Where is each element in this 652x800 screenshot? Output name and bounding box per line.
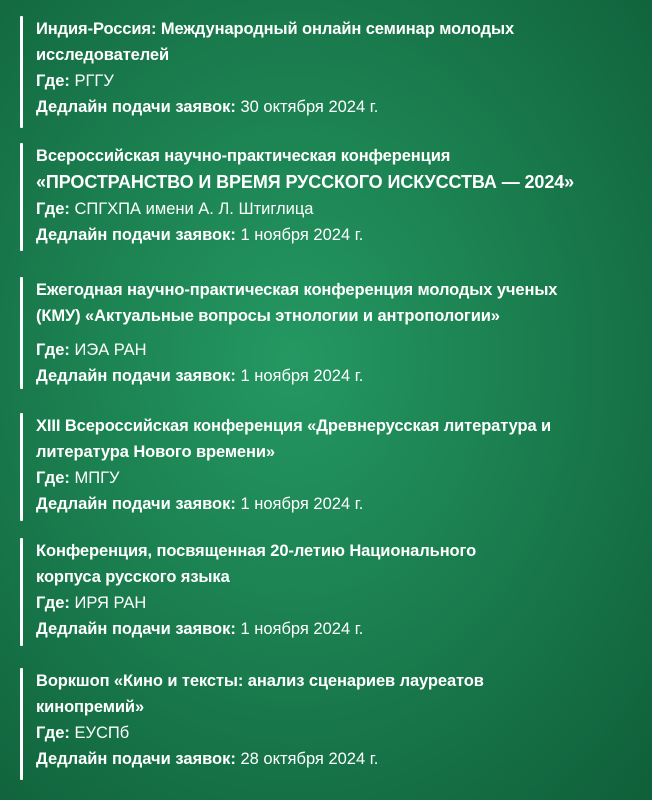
event-title-line: исследователей <box>36 46 170 64</box>
where-label: Где: <box>36 200 70 218</box>
event-deadline <box>36 363 640 389</box>
accent-bar <box>20 16 23 128</box>
where-value: МПГУ <box>74 469 120 487</box>
event-title-line: Всероссийская научно-практическая конференция <box>36 147 451 165</box>
event-title-line: Воркшоп «Кино и тексты: анализ сценариев лауреатов <box>36 672 484 690</box>
event-title-line: XIII Всероссийская конференция «Древнерусская литература и <box>36 417 552 435</box>
deadline-value: 1 ноября 2024 г. <box>240 367 364 385</box>
event-content <box>36 668 640 772</box>
deadline-label: Дедлайн подачи заявок: <box>36 750 236 768</box>
event-title-line: «ПРОСТРАНСТВО И ВРЕМЯ РУССКОГО ИСКУССТВА — 2024» <box>36 172 575 192</box>
event-where <box>36 68 640 94</box>
event-title-line: Ежегодная научно-практическая конференция молодых ученых <box>36 281 558 299</box>
event-title <box>36 143 640 196</box>
event-item <box>20 668 640 780</box>
event-content <box>36 277 640 389</box>
accent-bar <box>20 277 23 389</box>
deadline-value: 1 ноября 2024 г. <box>240 495 364 513</box>
accent-bar <box>20 413 23 521</box>
event-item <box>20 538 640 646</box>
event-content <box>36 143 640 248</box>
deadline-value: 30 октября 2024 г. <box>240 98 379 116</box>
where-value: СПГХПА имени А. Л. Штиглица <box>74 200 314 218</box>
deadline-label: Дедлайн подачи заявок: <box>36 620 236 638</box>
deadline-value: 28 октября 2024 г. <box>240 750 379 768</box>
event-title <box>36 668 640 720</box>
event-deadline <box>36 222 640 248</box>
event-item <box>20 16 640 128</box>
event-where <box>36 590 640 616</box>
where-value: ИЭА РАН <box>74 341 147 359</box>
event-title-line: (КМУ) «Актуальные вопросы этнологии и антропологии» <box>36 307 500 325</box>
where-label: Где: <box>36 469 70 487</box>
event-item <box>20 143 640 251</box>
event-deadline <box>36 746 640 772</box>
event-where <box>36 196 640 222</box>
event-deadline <box>36 94 640 120</box>
event-content <box>36 538 640 642</box>
accent-bar <box>20 668 23 780</box>
deadline-value: 1 ноября 2024 г. <box>240 226 364 244</box>
event-title <box>36 413 640 465</box>
event-item <box>20 413 640 521</box>
event-item <box>20 277 640 389</box>
deadline-label: Дедлайн подачи заявок: <box>36 98 236 116</box>
event-title-line: Конференция, посвященная 20-летию Национального <box>36 542 477 560</box>
accent-bar <box>20 538 23 646</box>
event-deadline <box>36 616 640 642</box>
where-label: Где: <box>36 72 70 90</box>
event-where <box>36 337 640 363</box>
event-title-line: Индия-Россия: Международный онлайн семинар молодых <box>36 20 515 38</box>
event-content <box>36 16 640 120</box>
event-title <box>36 538 640 590</box>
event-where <box>36 720 640 746</box>
deadline-label: Дедлайн подачи заявок: <box>36 495 236 513</box>
where-label: Где: <box>36 724 70 742</box>
where-label: Где: <box>36 341 70 359</box>
where-label: Где: <box>36 594 70 612</box>
where-value: ИРЯ РАН <box>74 594 147 612</box>
deadline-label: Дедлайн подачи заявок: <box>36 226 236 244</box>
event-title <box>36 16 640 68</box>
deadline-value: 1 ноября 2024 г. <box>240 620 364 638</box>
event-title <box>36 277 640 329</box>
event-title-line: кинопремий» <box>36 698 145 716</box>
where-value: ЕУСПб <box>74 724 130 742</box>
event-content <box>36 413 640 517</box>
event-title-line: литература Нового времени» <box>36 443 275 461</box>
accent-bar <box>20 143 23 251</box>
deadline-label: Дедлайн подачи заявок: <box>36 367 236 385</box>
event-title-line: корпуса русского языка <box>36 568 230 586</box>
event-where <box>36 465 640 491</box>
event-deadline <box>36 491 640 517</box>
where-value: РГГУ <box>74 72 114 90</box>
